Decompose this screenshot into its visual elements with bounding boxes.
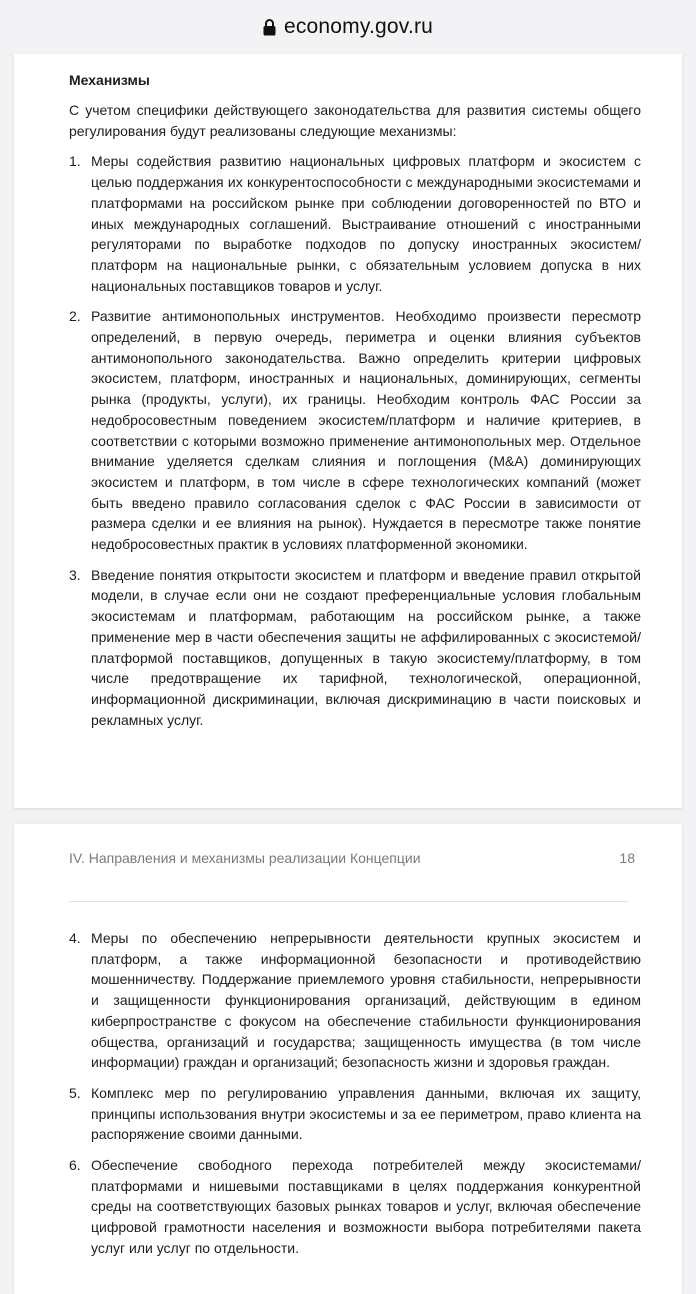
list-item-text: Обеспечение свободного перехода потребителей между экосистемами/​платформами и нишевыми поставщиками в целях поддержания конкурентной среды на соответствующих базовых рынках товаров и услуг, включая обеспечение цифровой грамотности населения и возможности выбора потребителями пакета услуг или услуг по отдельности. xyxy=(91,1157,641,1256)
page-content xyxy=(69,928,641,1269)
url-domain[interactable]: economy.gov.ru xyxy=(283,15,434,38)
mechanisms-list xyxy=(69,928,641,1259)
running-header xyxy=(69,850,635,866)
list-item-text: Развитие антимонопольных инструментов. Необходимо произвести пересмотр определений, в первую очередь, периметра и оценки влияния субъектов антимонопольного законодательства. Важно определить критерии цифровых экосистем, платформ, иностранных и национальных, доминирующих, сегменты рынка (продукты, услуги), их границы. Необходим контроль ФАС России за недобросовестным поведением экосистем/платформ и наличие критериев, в соответствии с которыми возможно применение антимонопольных мер. Отдельное внимание уделяется сделкам слияния и поглощения (M&A) доминирующих экосистем и платформ, в том числе в сфере технологических компаний (может быть введено правило согласования сделок с ФАС России в зависимости от размера сделки и ее влияния на рынок). Нуждается в пересмотре также понятие недобросовестных практик в условиях платформенной экономики. xyxy=(91,308,641,553)
list-item xyxy=(69,151,641,296)
list-item xyxy=(69,306,641,554)
list-item xyxy=(69,1155,641,1259)
header-divider xyxy=(69,901,628,902)
document-page xyxy=(14,54,682,808)
list-item-text: Введение понятия открытости экосистем и платформ и введение правил открытой модели, в случае если они не создают преференциальные условия глобальным экосистемам и платформам, работающим на российском рынке, а также применение мер в части обеспечения защиты не аффилированных с экосистемой/платформой поставщиков, допущенных в такую экосистему/​платформу, в том числе предотвращение их тарифной, технологической, операционной, информационной дискриминации, включая дискриминацию в части поисковых и рекламных услуг. xyxy=(91,566,641,728)
list-item xyxy=(69,928,641,1073)
list-item xyxy=(69,1083,641,1145)
list-item-number: 3. xyxy=(69,566,81,583)
page-content xyxy=(69,70,641,740)
document-page xyxy=(14,824,682,1294)
browser-address-bar[interactable] xyxy=(0,0,696,54)
list-item-number: 6. xyxy=(69,1157,81,1174)
intro-paragraph: С учетом специфики действующего законодательства для развития системы общего регулирования будут реализованы следующие механизмы: xyxy=(69,102,641,139)
list-item xyxy=(69,565,641,731)
list-item-number: 4. xyxy=(69,930,81,946)
list-item-number: 2. xyxy=(69,308,81,325)
section-heading: Механизмы xyxy=(69,72,150,88)
lock-icon xyxy=(263,18,276,36)
running-header-title: IV. Направления и механизмы реализации Концепции xyxy=(69,850,421,866)
list-item-text: Меры по обеспечению непрерывности деятельности крупных экосистем и платформ, а также информационной безопасности и противодействию мошенничеству. Поддержание приемлемого уровня стабильности, непрерывности и защищенности функционирования организаций, действующим в едином киберпространстве с фокусом на обеспечение стабильности функционирования общества, организаций и государства; защищенность имущества (в том числе информации) граждан и организаций; безопасность жизни и здоровья граждан. xyxy=(91,930,641,1071)
list-item-number: 1. xyxy=(69,153,81,170)
list-item-number: 5. xyxy=(69,1084,81,1101)
list-item-text: Меры содействия развитию национальных цифровых платформ и экосистем с целью поддержания их конкурентоспособности с международными экосистемами и платформами на российском рынке при соблюдении договоренностей по ВТО и иных международных соглашений. Выстраивание отношений с иностранными регуляторами по выработке подходов по допуску иностранных экосистем/платформ на национальные рынки, с обязательным условием допуска в них национальных поставщиков товаров и услуг. xyxy=(91,153,641,294)
list-item-text: Комплекс мер по регулированию управления данными, включая их защиту, принципы использования внутри экосистемы и за ее периметром, право клиента на распоряжение своими данными. xyxy=(91,1084,641,1143)
page-number: 18 xyxy=(619,850,635,866)
mechanisms-list xyxy=(69,151,641,730)
